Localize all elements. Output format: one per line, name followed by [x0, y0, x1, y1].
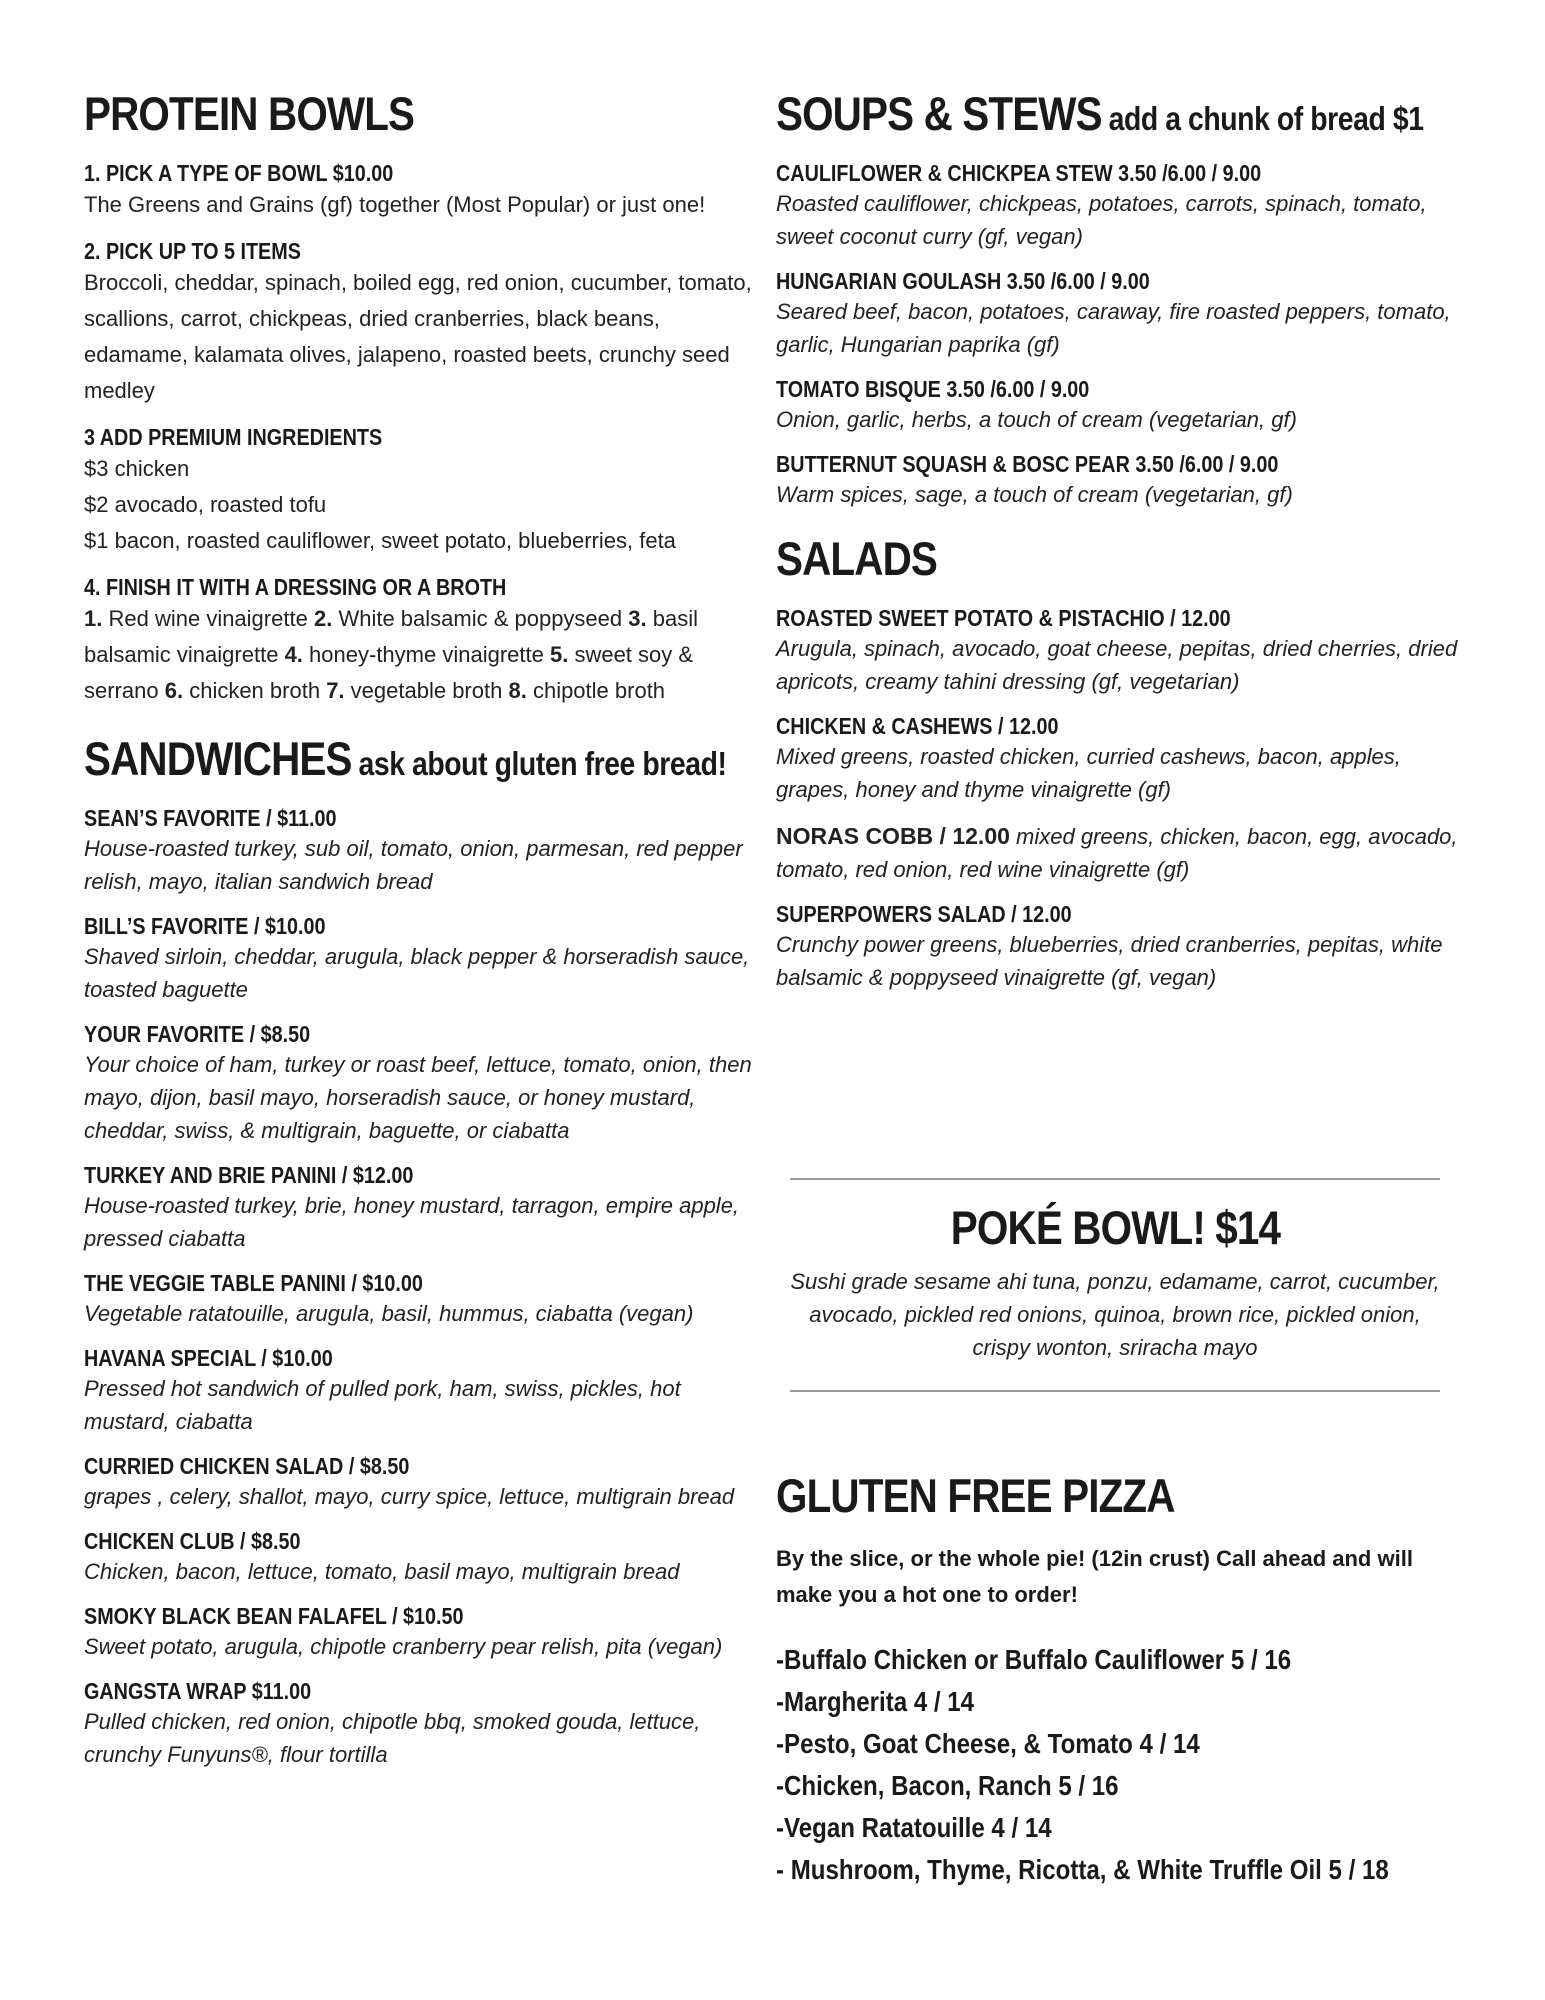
option-number: 8. [508, 678, 527, 703]
option-number: 6. [164, 678, 184, 703]
protein-bowl-step-3 [84, 423, 764, 559]
gf-pizza-title: GLUTEN FREE PIZZA [776, 1469, 1175, 1522]
divider-top [790, 1178, 1440, 1180]
pizza-item: - Mushroom, Thyme, Ricotta, & White Truffle Oil 5 / 18 [776, 1854, 1389, 1885]
right-column [776, 87, 1466, 1008]
option-number: 5. [549, 642, 569, 667]
soups-subtitle: add a chunk of bread $1 [1108, 100, 1424, 137]
item-desc: House-roasted turkey, brie, honey mustard, tarragon, empire apple, pressed ciabatta [84, 1193, 740, 1251]
option-number: 2. [313, 606, 333, 631]
option-number: 4. [284, 642, 303, 667]
menu-item [776, 375, 1466, 436]
menu-item [84, 1602, 764, 1663]
item-name: SUPERPOWERS SALAD / 12.00 [776, 901, 1072, 927]
item-name: CAULIFLOWER & CHICKPEA STEW 3.50 /6.00 / 9.00 [776, 160, 1262, 186]
item-desc: Shaved sirloin, cheddar, arugula, black pepper & horseradish sauce, toasted baguette [84, 944, 750, 1002]
item-desc: Crunchy power greens, blueberries, dried cranberries, pepitas, white balsamic & poppyseed vinaigrette (gf, vegan) [776, 932, 1443, 990]
item-name: GANGSTA WRAP $11.00 [84, 1678, 312, 1704]
step-text: The Greens and Grains (gf) together (Most Popular) or just one! [84, 192, 706, 217]
menu-item [84, 1677, 764, 1771]
option-text: basil balsamic vinaigrette [84, 606, 698, 667]
gf-pizza-intro: By the slice, or the whole pie! (12in crust) Call ahead and will make you a hot one to order! [776, 1546, 1413, 1607]
step-text: Broccoli, cheddar, spinach, boiled egg, red onion, cucumber, tomato, scallions, carrot, chickpeas, dried cranberries, black beans, edamame, kalamata olives, jalapeno, roasted beets, crunchy seed medley [84, 270, 752, 403]
option-text: sweet soy & serrano [84, 642, 694, 703]
protein-bowls-title: PROTEIN BOWLS [84, 87, 415, 140]
item-name: CURRIED CHICKEN SALAD / $8.50 [84, 1453, 410, 1479]
option-number: 7. [326, 678, 345, 703]
protein-bowl-step-2 [84, 237, 764, 409]
menu-item [776, 159, 1466, 253]
option-number: 1. [84, 606, 103, 631]
item-desc: Warm spices, sage, a touch of cream (vegetarian, gf) [776, 482, 1293, 507]
menu-item-cobb [776, 820, 1466, 886]
item-name: SEAN’S FAVORITE / $11.00 [84, 805, 337, 831]
menu-item [84, 804, 764, 898]
item-name: TURKEY AND BRIE PANINI / $12.00 [84, 1162, 414, 1188]
menu-item [84, 1344, 764, 1438]
gf-pizza-list [776, 1639, 1466, 1891]
protein-bowl-step-4 [84, 573, 764, 709]
option-text: vegetable broth [350, 678, 503, 703]
item-desc: Sweet potato, arugula, chipotle cranberry pear relish, pita (vegan) [84, 1634, 723, 1659]
step-label: 4. FINISH IT WITH A DRESSING OR A BROTH [84, 574, 507, 600]
dressing-options [84, 601, 764, 709]
item-desc: Pulled chicken, red onion, chipotle bbq, smoked gouda, lettuce, crunchy Funyuns®, flour tortilla [84, 1709, 701, 1767]
item-desc: Mixed greens, roasted chicken, curried cashews, bacon, apples, grapes, honey and thyme vinaigrette (gf) [776, 744, 1401, 802]
menu-item [84, 1020, 764, 1147]
menu-item [84, 912, 764, 1006]
poke-bowl-section [780, 1201, 1450, 1364]
option-number: 3. [628, 606, 647, 631]
option-text: White balsamic & poppyseed [338, 606, 623, 631]
item-name: HUNGARIAN GOULASH 3.50 /6.00 / 9.00 [776, 268, 1150, 294]
item-name: ROASTED SWEET POTATO & PISTACHIO / 12.00 [776, 605, 1231, 631]
soups-heading: SOUPS & STEWS [776, 87, 1102, 140]
menu-item [84, 1527, 764, 1588]
item-name: BILL’S FAVORITE / $10.00 [84, 913, 326, 939]
item-desc: Onion, garlic, herbs, a touch of cream (vegetarian, gf) [776, 407, 1297, 432]
premium-line: $2 avocado, roasted tofu [84, 492, 327, 517]
menu-item [84, 1161, 764, 1255]
pizza-item: -Margherita 4 / 14 [776, 1686, 975, 1717]
option-text: chicken broth [189, 678, 321, 703]
sandwiches-heading: SANDWICHES [84, 732, 352, 785]
step-label: 1. PICK A TYPE OF BOWL $10.00 [84, 160, 394, 186]
soups-title [776, 87, 1424, 140]
sandwiches-subtitle: ask about gluten free bread! [358, 745, 727, 782]
pizza-item: -Pesto, Goat Cheese, & Tomato 4 / 14 [776, 1728, 1200, 1759]
item-desc: Pressed hot sandwich of pulled pork, ham, swiss, pickles, hot mustard, ciabatta [84, 1376, 681, 1434]
menu-item [84, 1269, 764, 1330]
item-desc: Roasted cauliflower, chickpeas, potatoes, carrots, spinach, tomato, sweet coconut curry (gf, vegan) [776, 191, 1427, 249]
premium-line: $3 chicken [84, 456, 190, 481]
pizza-item: -Vegan Ratatouille 4 / 14 [776, 1812, 1052, 1843]
salads-title: SALADS [776, 532, 938, 585]
item-desc: Your choice of ham, turkey or roast beef, lettuce, tomato, onion, then mayo, dijon, basil mayo, horseradish sauce, or honey mustard, cheddar, swiss, & multigrain, baguette, or ciabatta [84, 1052, 752, 1143]
divider-bottom [790, 1390, 1440, 1392]
gluten-free-pizza-section [776, 1469, 1466, 1891]
left-column [84, 87, 764, 1785]
menu-item [776, 900, 1466, 994]
item-desc: grapes , celery, shallot, mayo, curry spice, lettuce, multigrain bread [84, 1484, 735, 1509]
item-desc: Seared beef, bacon, potatoes, caraway, fire roasted peppers, tomato, garlic, Hungarian paprika (gf) [776, 299, 1451, 357]
poke-desc: Sushi grade sesame ahi tuna, ponzu, edamame, carrot, cucumber, avocado, pickled red onions, quinoa, brown rice, pickled onion, crispy wonton, sriracha mayo [790, 1269, 1440, 1360]
poke-title: POKÉ BOWL! $14 [950, 1201, 1280, 1254]
item-name: THE VEGGIE TABLE PANINI / $10.00 [84, 1270, 423, 1296]
menu-item [776, 267, 1466, 361]
option-text: Red wine vinaigrette [108, 606, 308, 631]
item-desc: Vegetable ratatouille, arugula, basil, hummus, ciabatta (vegan) [84, 1301, 694, 1326]
item-name: CHICKEN & CASHEWS / 12.00 [776, 713, 1059, 739]
item-name: NORAS COBB / 12.00 [776, 823, 1010, 849]
protein-bowl-step-1 [84, 159, 764, 223]
item-name: SMOKY BLACK BEAN FALAFEL / $10.50 [84, 1603, 464, 1629]
item-name: TOMATO BISQUE 3.50 /6.00 / 9.00 [776, 376, 1090, 402]
step-label: 2. PICK UP TO 5 ITEMS [84, 238, 301, 264]
option-text: chipotle broth [532, 678, 666, 703]
pizza-item: -Chicken, Bacon, Ranch 5 / 16 [776, 1770, 1119, 1801]
menu-item [776, 604, 1466, 698]
pizza-item: -Buffalo Chicken or Buffalo Cauliflower 5 / 16 [776, 1644, 1292, 1675]
item-desc: Arugula, spinach, avocado, goat cheese, pepitas, dried cherries, dried apricots, creamy tahini dressing (gf, vegetarian) [776, 636, 1458, 694]
menu-item [776, 712, 1466, 806]
premium-line: $1 bacon, roasted cauliflower, sweet potato, blueberries, feta [84, 528, 676, 553]
menu-item [84, 1452, 764, 1513]
item-desc [776, 820, 1466, 886]
item-name: BUTTERNUT SQUASH & BOSC PEAR 3.50 /6.00 / 9.00 [776, 451, 1279, 477]
item-desc: Chicken, bacon, lettuce, tomato, basil mayo, multigrain bread [84, 1559, 680, 1584]
option-text: honey-thyme vinaigrette [309, 642, 544, 667]
sandwiches-title [84, 732, 727, 785]
item-inline-desc: mixed greens, chicken, bacon, egg, avocado, tomato, red onion, red wine vinaigrette (gf) [776, 824, 1458, 882]
item-name: HAVANA SPECIAL / $10.00 [84, 1345, 333, 1371]
menu-item [776, 450, 1466, 511]
item-desc: House-roasted turkey, sub oil, tomato, onion, parmesan, red pepper relish, mayo, italian sandwich bread [84, 836, 743, 894]
item-name: CHICKEN CLUB / $8.50 [84, 1528, 301, 1554]
item-name: YOUR FAVORITE / $8.50 [84, 1021, 311, 1047]
step-label: 3 ADD PREMIUM INGREDIENTS [84, 424, 383, 450]
